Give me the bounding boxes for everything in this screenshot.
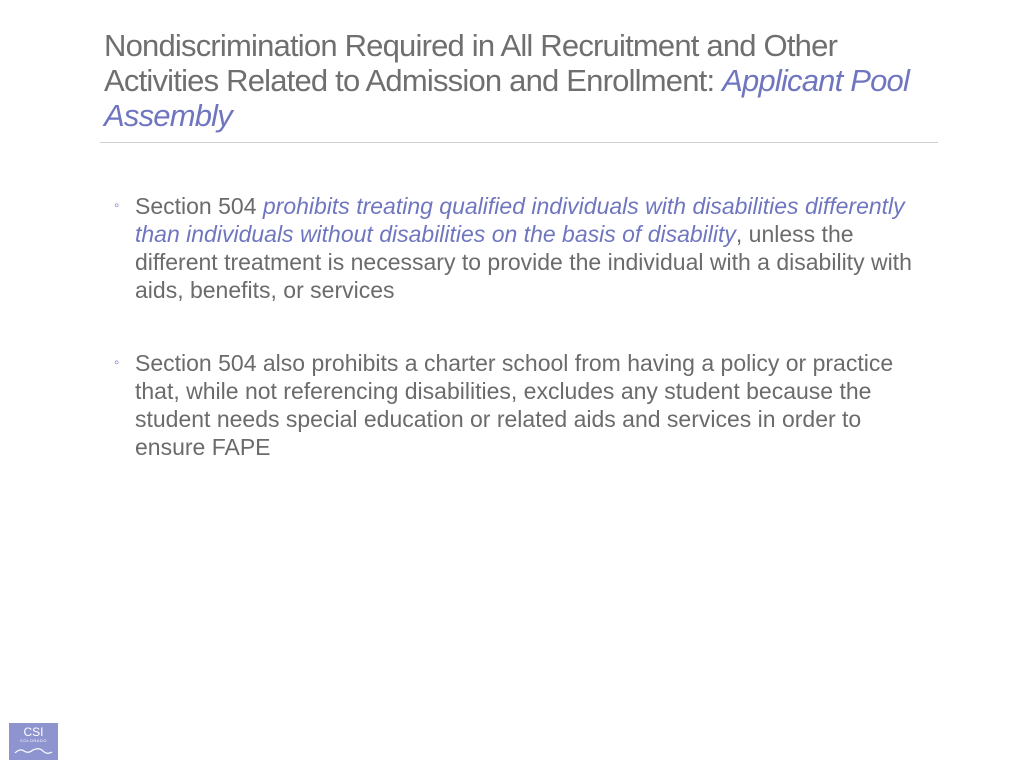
bullet-list bbox=[112, 192, 912, 506]
bullet-prefix: Section 504 bbox=[135, 193, 263, 219]
title-divider bbox=[100, 142, 938, 143]
bullet-item-1 bbox=[112, 192, 912, 304]
title-accent: Applicant Pool Assembly bbox=[104, 63, 910, 133]
logo-subtitle: COLORADO bbox=[20, 738, 47, 743]
bullet-marker-icon: ◦ bbox=[114, 197, 120, 214]
slide-title bbox=[104, 28, 944, 133]
logo-mark: CSI bbox=[23, 725, 44, 739]
mountain-wave-icon bbox=[14, 745, 53, 755]
bullet-item-2 bbox=[112, 349, 912, 461]
bullet-emphasis: prohibits treating qualified individuals with disabilities differently than individuals without disabilities on the basis of disability bbox=[135, 193, 905, 247]
bullet-suffix: , unless the different treatment is necessary to provide the individual with a disability with aids, benefits, or services bbox=[135, 221, 912, 303]
bullet-text: Section 504 also prohibits a charter school from having a policy or practice that, while not referencing disabilities, excludes any student because the student needs special education or related aids and services in order to ensure FAPE bbox=[135, 350, 894, 460]
bullet-marker-icon: ◦ bbox=[114, 354, 120, 371]
csi-logo bbox=[9, 723, 58, 760]
title-main: Nondiscrimination Required in All Recruitment and Other Activities Related to Admission and Enrollment: bbox=[104, 28, 838, 98]
